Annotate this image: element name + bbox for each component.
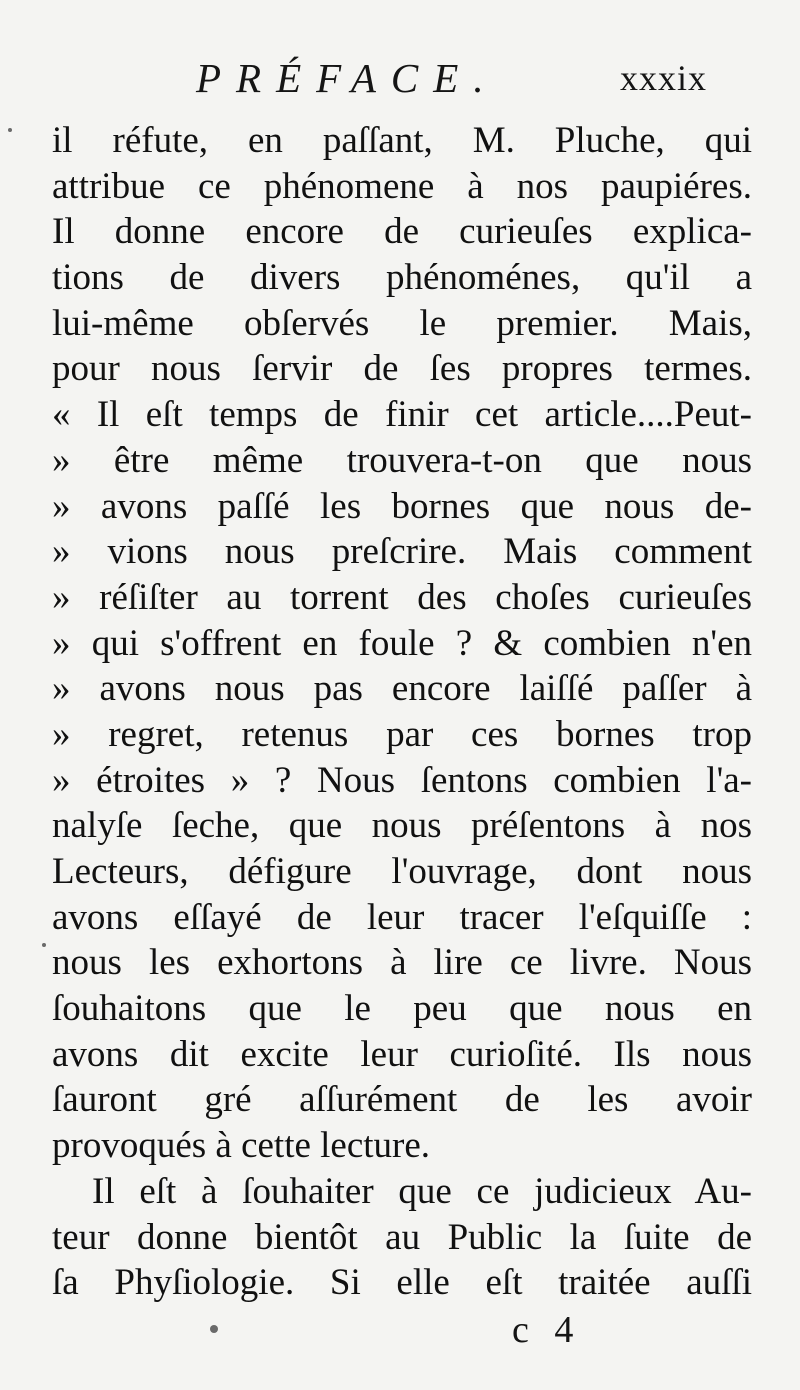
text-line: ſauront gré aſſurément de les avoir [52,1079,752,1121]
body-text [52,118,752,1306]
text-line: ſouhaitons que le peu que nous en [52,988,752,1030]
text-line: nous les exhortons à lire ce livre. Nous [52,942,752,984]
signature-mark: c 4 [512,1309,582,1351]
text-line: ſa Phyſiologie. Si elle eſt traitée auſſi [52,1262,752,1304]
ink-speck [8,128,12,132]
ink-speck [42,943,46,947]
text-line: » être même trouvera-t-on que nous [52,439,752,481]
text-line: lui-même obſervés le premier. Mais, [52,302,752,344]
text-line: il réfute, en paſſant, M. Pluche, qui [52,120,752,161]
text-line: teur donne bientôt au Public la ſuite de [52,1216,752,1258]
text-line: » avons paſſé les bornes que nous de- [52,485,752,527]
text-line: tions de divers phénoménes, qu'il a [52,257,752,299]
text-line: avons eſſayé de leur tracer l'eſquiſſe : [52,896,752,938]
text-line: » avons nous pas encore laiſſé paſſer à [52,668,752,710]
text-line: » vions nous preſcrire. Mais comment [52,531,752,573]
text-line: Il donne encore de curieuſes explica- [52,211,752,253]
text-line: » regret, retenus par ces bornes trop [52,713,752,755]
text-line: Lecteurs, défigure l'ouvrage, dont nous [52,851,752,892]
text-line: avons dit excite leur curioſité. Ils nous [52,1033,752,1075]
page-header [0,48,800,108]
text-line: « Il eſt temps de finir cet article....Peut- [52,394,752,436]
text-line: provoqués à cette lecture. [52,1125,431,1167]
text-line: » qui s'offrent en foule ? & combien n'en [52,622,752,664]
text-line: nalyſe ſeche, que nous préſentons à nos [52,805,752,847]
ink-speck [210,1325,218,1333]
text-line: attribue ce phénomene à nos paupiéres. [52,165,752,207]
running-title: PRÉFACE. [196,55,499,101]
text-line: pour nous ſervir de ſes propres termes. [52,348,752,390]
text-line: Il eſt à ſouhaiter que ce judicieux Au- [92,1170,752,1212]
page-number: xxxix [620,58,708,98]
text-line: » réſiſter au torrent des choſes curieuſes [52,576,752,618]
text-line: » étroites » ? Nous ſentons combien l'a- [52,759,752,801]
